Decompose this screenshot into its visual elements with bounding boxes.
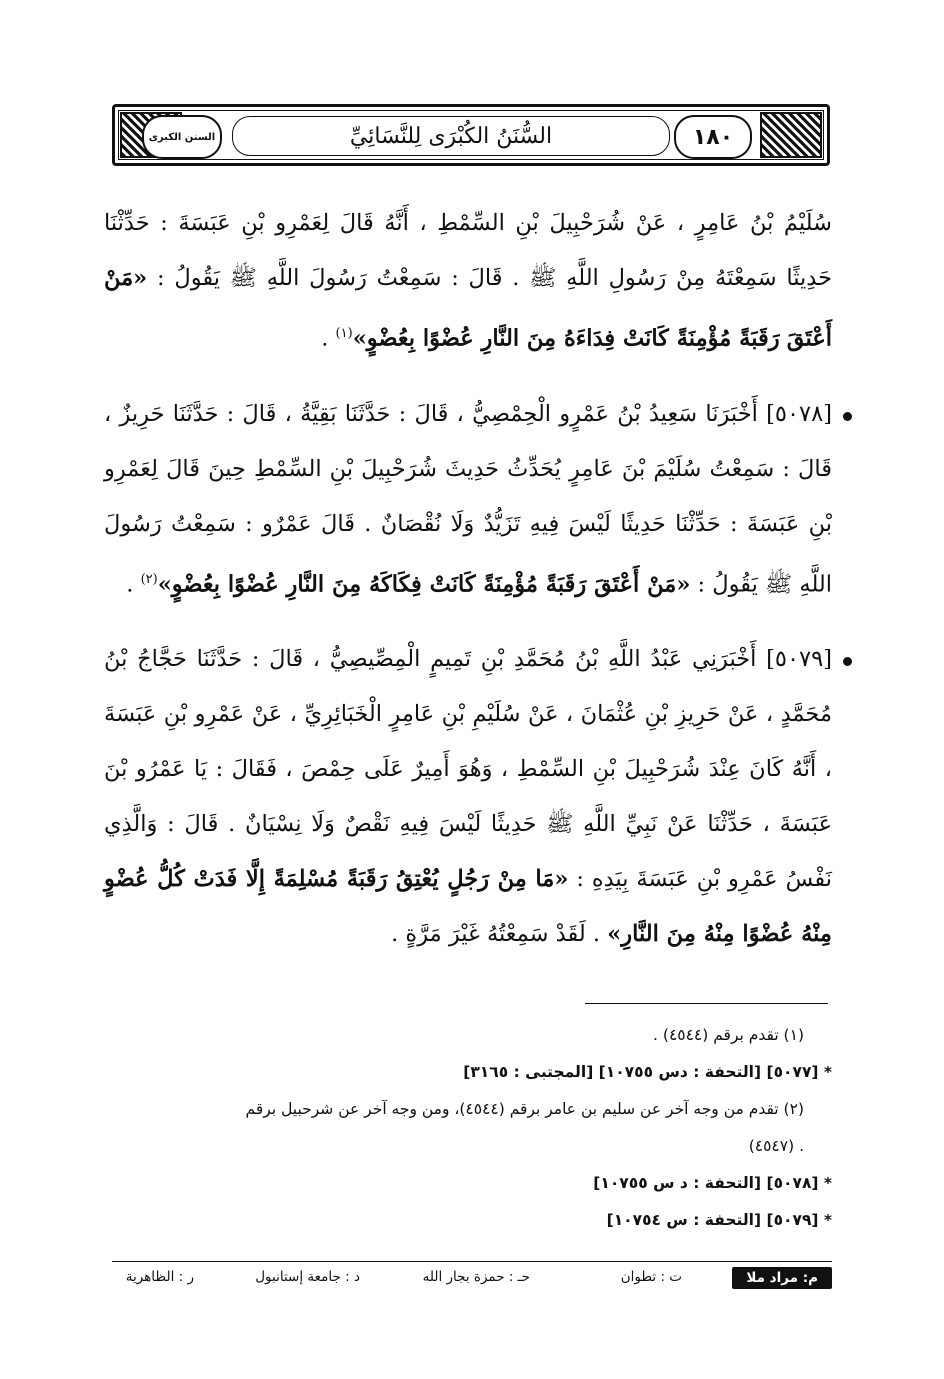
source-t: ت : تطوان xyxy=(620,1269,682,1285)
paragraph-continuation xyxy=(104,196,832,367)
footnote-separator xyxy=(585,1003,828,1004)
text-end: . xyxy=(126,571,141,597)
bullet-icon xyxy=(843,657,852,666)
isnad-text: أَخْبَرَنَا سَعِيدُ بْنُ عَمْرٍو الْحِمْصِيُّ ، قَالَ : حَدَّثَنَا بَقِيَّةُ ، قَالَ : حَدَّثَنَا حَرِيزٌ ، قَالَ : سَمِعْتُ سُلَيْمَ بْنَ عَامِرٍ يُحَدِّثُ حَدِيثَ شُرَحْبِيلَ بْنِ السِّمْطِ حِينَ قَالَ لِعَمْرِو بْنِ عَبَسَةَ : حَدِّثْنَا حَدِيثًا لَيْسَ فِيهِ تَزَيُّدٌ وَلَا نُقْصَانٌ . قَالَ عَمْرٌو : سَمِعْتُ رَسُولَ اللَّهِ ﷺ يَقُولُ : xyxy=(104,400,832,597)
text-end: . xyxy=(321,325,336,352)
text-end: . لَقَدْ سَمِعْتُهُ غَيْرَ مَرَّةٍ . xyxy=(391,921,608,947)
hadith-5078 xyxy=(104,387,832,613)
hadith-number: [٥٠٧٩] xyxy=(766,646,832,672)
bullet-icon xyxy=(843,412,852,421)
hadith-5079-text xyxy=(104,632,832,962)
footnote-2-cont: . (٤٥٤٧) xyxy=(748,1137,804,1155)
tuhfa-ref-5077: * [٥٠٧٧] [التحفة : دس ١٠٧٥٥] [المجتبى : ٣١٦٥] xyxy=(463,1063,832,1081)
hadith-text: رَقَبَةً مُؤْمِنَةً كَانَتْ فِدَاءَهُ مِنَ النَّارِ عُضْوًا بِعُضْوٍ» xyxy=(352,325,780,352)
source-d: د : جامعة إستانبول xyxy=(255,1269,360,1285)
source-h: حـ : حمزة بجار الله xyxy=(422,1269,530,1285)
book-logo: السنن الكبرى xyxy=(142,115,222,159)
hadith-5078-text xyxy=(104,387,832,613)
bottom-separator xyxy=(112,1261,832,1262)
hadith-matn: «مَا مِنْ رَجُلٍ يُعْتِقُ رَقَبَةً مُسْلِمَةً إِلَّا فَدَتْ كُلُّ عُضْوٍ مِنْهُ عُضْوًا مِنْهُ مِنَ النَّارِ» xyxy=(104,866,832,947)
footnote-1: (١) تقدم برقم (٤٥٤٤) . xyxy=(653,1026,804,1044)
hadith-5079 xyxy=(104,632,832,962)
footnote-ref: (٢) xyxy=(140,571,158,587)
text-line: حَدِيثًا سَمِعْتَهُ مِنْ رَسُولِ اللَّهِ ﷺ . قَالَ : سَمِعْتُ رَسُولَ اللَّهِ ﷺ يَقُولُ : xyxy=(157,265,832,291)
hadith-number: [٥٠٧٨] xyxy=(766,400,832,427)
manuscript-sources xyxy=(112,1265,832,1297)
hadith-matn: «مَنْ أَعْتَقَ رَقَبَةً مُؤْمِنَةً كَانَتْ فِكَاكَهُ مِنَ النَّارِ عُضْوًا بِعُضْوٍ» xyxy=(157,571,691,597)
source-r: ر : الظاهرية xyxy=(125,1269,194,1285)
tuhfa-ref-5079: * [٥٠٧٩] [التحفة : س ١٠٧٥٤] xyxy=(606,1211,832,1229)
book-title: السُّنَنُ الكُبْرَى لِلنَّسَائِيِّ xyxy=(232,116,670,156)
footnote-2: (٢) تقدم من وجه آخر عن سليم بن عامر برقم (٤٥٤٤)، ومن وجه آخر عن شرحبيل برقم xyxy=(245,1100,804,1118)
hadith-text: «مَنْ أَعْتَقَ xyxy=(104,265,832,352)
isnad-text: أَخْبَرَنِي عَبْدُ اللَّهِ بْنُ مُحَمَّدِ بْنِ تَمِيمٍ الْمِصِّيصِيُّ ، قَالَ : حَدَّثَنَا حَجَّاجُ بْنُ مُحَمَّدٍ ، عَنْ حَرِيزِ بْنِ عُثْمَانَ ، عَنْ سُلَيْمِ بْنِ عَامِرٍ الْخَبَائِرِيِّ ، عَنْ عَمْرِو بْنِ عَبَسَةَ ، أَنَّهُ كَانَ عِنْدَ شُرَحْبِيلَ بْنِ السِّمْطِ ، وَهُوَ أَمِيرٌ عَلَى حِمْصَ ، فَقَالَ : يَا عَمْرُو بْنَ عَبَسَةَ ، حَدِّثْنَا عَنْ نَبِيِّ اللَّهِ ﷺ حَدِيثًا لَيْسَ فِيهِ نَقْصٌ وَلَا نِسْيَانٌ . قَالَ : وَالَّذِي نَفْسُ عَمْرِو بْنِ عَبَسَةَ بِيَدِهِ : xyxy=(104,646,832,892)
main-text xyxy=(104,196,832,962)
page-header xyxy=(112,104,830,166)
tuhfa-ref-5078: * [٥٠٧٨] [التحفة : د س ١٠٧٥٥] xyxy=(593,1174,832,1192)
footnotes xyxy=(110,1017,832,1239)
footnote-ref: (١) xyxy=(335,326,353,341)
text-line: سُلَيْمُ بْنُ عَامِرٍ ، عَنْ شُرَحْبِيلَ بْنِ السِّمْطِ ، أَنَّهُ قَالَ لِعَمْرِو بْنِ عَبَسَةَ : حَدِّثْنَا xyxy=(104,210,832,236)
source-badge: م: مراد ملا xyxy=(732,1267,832,1289)
ornament-right xyxy=(760,112,822,158)
page-number: ١٨٠ xyxy=(674,115,752,159)
